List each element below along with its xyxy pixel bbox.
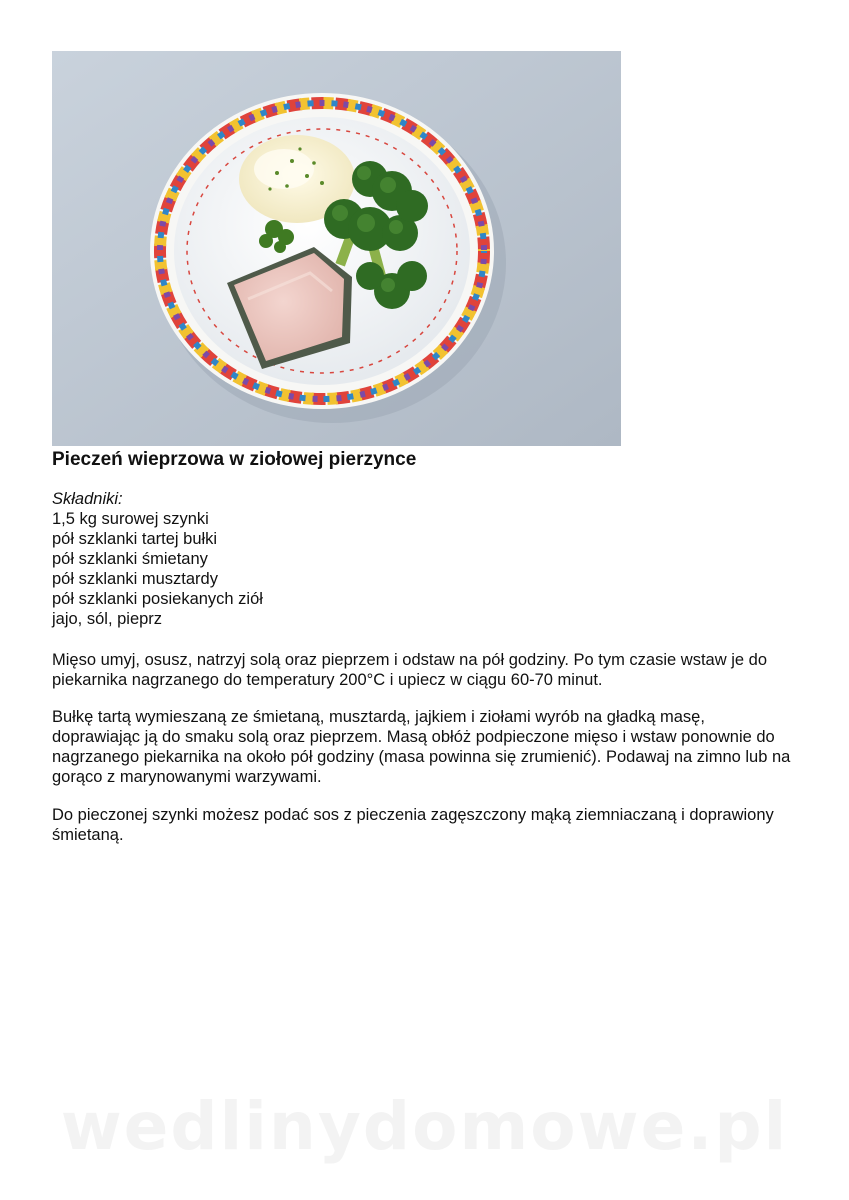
ingredient-item: pół szklanki musztardy	[52, 570, 218, 588]
ingredient-item: jajo, sól, pieprz	[52, 610, 163, 628]
ingredients-label: Składniki:	[52, 490, 123, 508]
watermark: wedlinydomowe.pl	[60, 1088, 789, 1165]
instruction-paragraph: Bułkę tartą wymieszaną ze śmietaną, musztardą, jajkiem i ziołami wyrób na gładką masę, doprawiając ją do smaku solą oraz pieprzem. Masą obłóż podpieczone mięso i wstaw ponownie do nagrzanego piekarnika na około pół godziny (masa powinna się zrumienić). Podawaj na zimno lub na gorąco z marynowanymi warzywami.	[52, 708, 791, 786]
instruction-paragraph: Mięso umyj, osusz, natrzyj solą oraz pieprzem i odstaw na pół godziny. Po tym czasie wstaw je do piekarnika nagrzanego do temperatury 200°C i upiecz w ciągu 60-70 minut.	[52, 651, 767, 689]
recipe-title: Pieczeń wieprzowa w ziołowej pierzynce	[52, 449, 417, 470]
ingredients-list	[52, 509, 263, 629]
serving-tip-paragraph: Do pieczonej szynki możesz podać sos z pieczenia zagęszczony mąką ziemniaczaną i doprawiony śmietaną.	[52, 806, 774, 844]
plate-icon	[52, 51, 621, 446]
ingredient-item: pół szklanki tartej bułki	[52, 530, 218, 548]
ingredient-item: pół szklanki śmietany	[52, 550, 208, 568]
ingredients-section	[52, 489, 263, 629]
recipe-photo	[52, 51, 621, 446]
ingredient-item: pół szklanki posiekanych ziół	[52, 590, 263, 608]
ingredient-item: 1,5 kg surowej szynki	[52, 510, 209, 528]
